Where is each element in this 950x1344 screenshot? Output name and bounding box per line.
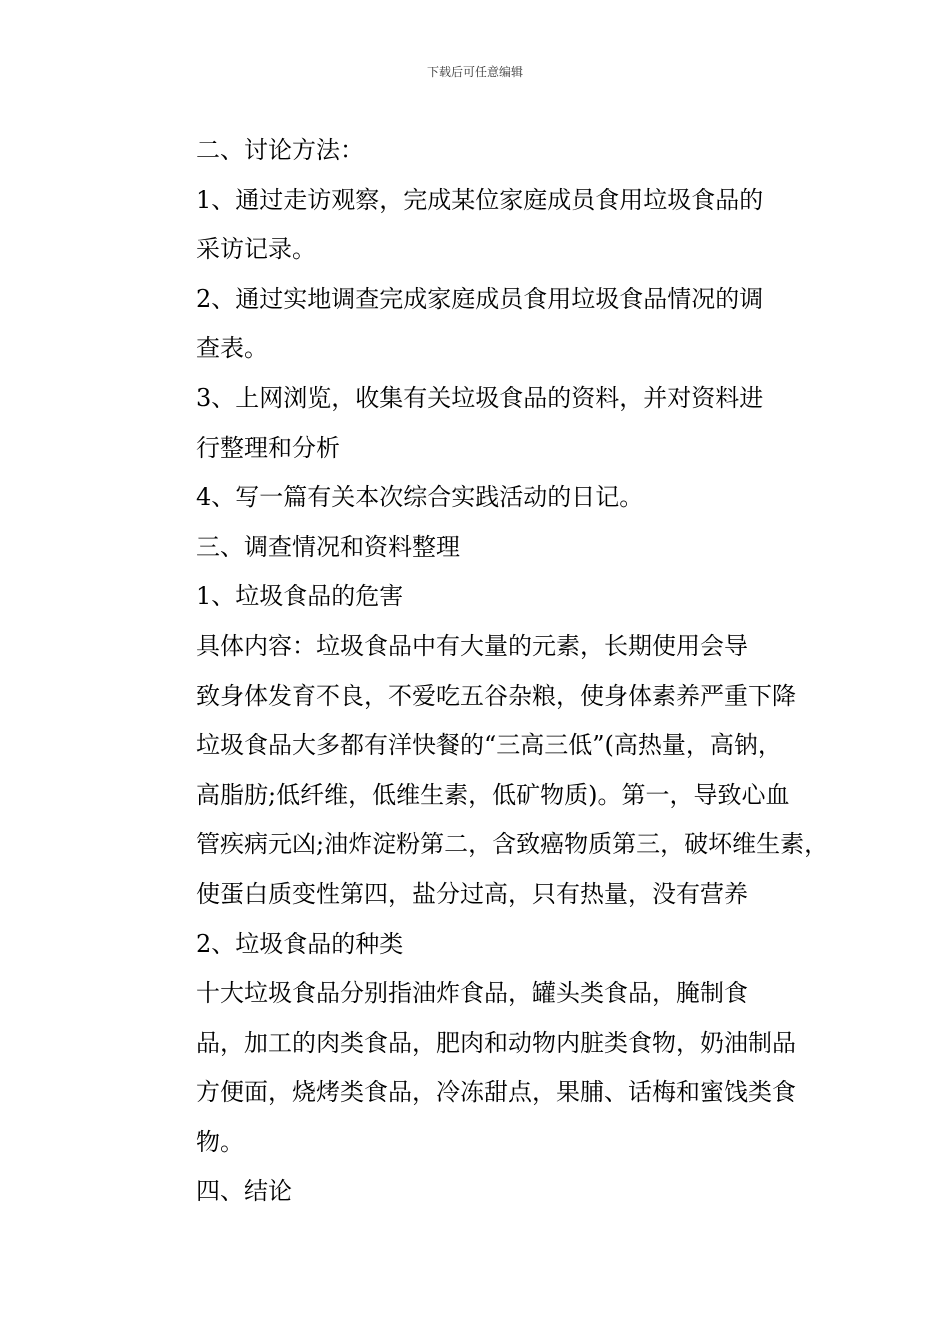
document-body: [146, 126, 829, 1217]
paragraph: [146, 473, 810, 523]
text-line: 十大垃圾食品分别指油炸食品，罐头类食品，腌制食: [196, 979, 748, 1008]
text-line: 垃圾食品大多都有洋快餐的“三高三低”(高热量，高钠，: [196, 731, 782, 760]
text-line: 使蛋白质变性第四，盐分过高，只有热量，没有营养: [196, 879, 748, 908]
paragraph: [146, 572, 810, 622]
paragraph: [146, 920, 810, 970]
text-line: 三、调查情况和资料整理: [196, 532, 460, 561]
paragraph: [146, 275, 810, 374]
paragraph: [146, 622, 829, 920]
page-header: 下载后可任意编辑: [426, 65, 523, 79]
text-line: 4、写一篇有关本次综合实践活动的日记。: [196, 483, 644, 512]
text-line: 致身体发育不良，不爱吃五谷杂粮，使身体素养严重下降: [196, 681, 796, 710]
text-line: 管疾病元凶;油炸淀粉第二，含致癌物质第三，破坏维生素，: [196, 830, 829, 859]
text-line: 行整理和分析: [196, 433, 340, 462]
text-line: 2、通过实地调查完成家庭成员食用垃圾食品情况的调: [196, 284, 764, 313]
text-line: 查表。: [196, 334, 268, 363]
text-line: 高脂肪;低纤维，低维生素，低矿物质)。第一，导致心血: [196, 780, 790, 809]
text-line: 方便面，烧烤类食品，冷冻甜点，果脯、话梅和蜜饯类食: [196, 1078, 796, 1107]
paragraph: [146, 126, 810, 176]
text-line: 采访记录。: [196, 235, 316, 264]
text-line: 3、上网浏览，收集有关垃圾食品的资料，并对资料进: [196, 383, 764, 412]
text-line: 品，加工的肉类食品，肥肉和动物内脏类食物，奶油制品: [196, 1028, 796, 1057]
paragraph: [146, 523, 810, 573]
text-line: 1、垃圾食品的危害: [196, 582, 404, 611]
text-line: 四、结论: [196, 1177, 292, 1206]
paragraph: [146, 969, 810, 1167]
text-line: 2、垃圾食品的种类: [196, 929, 404, 958]
text-line: 具体内容：垃圾食品中有大量的元素，长期使用会导: [196, 631, 748, 660]
paragraph: [146, 176, 810, 275]
text-line: 1、通过走访观察，完成某位家庭成员食用垃圾食品的: [196, 185, 764, 214]
text-line: 二、讨论方法：: [196, 136, 364, 164]
paragraph: [146, 1167, 810, 1217]
paragraph: [146, 374, 810, 473]
text-line: 物。: [196, 1127, 244, 1156]
